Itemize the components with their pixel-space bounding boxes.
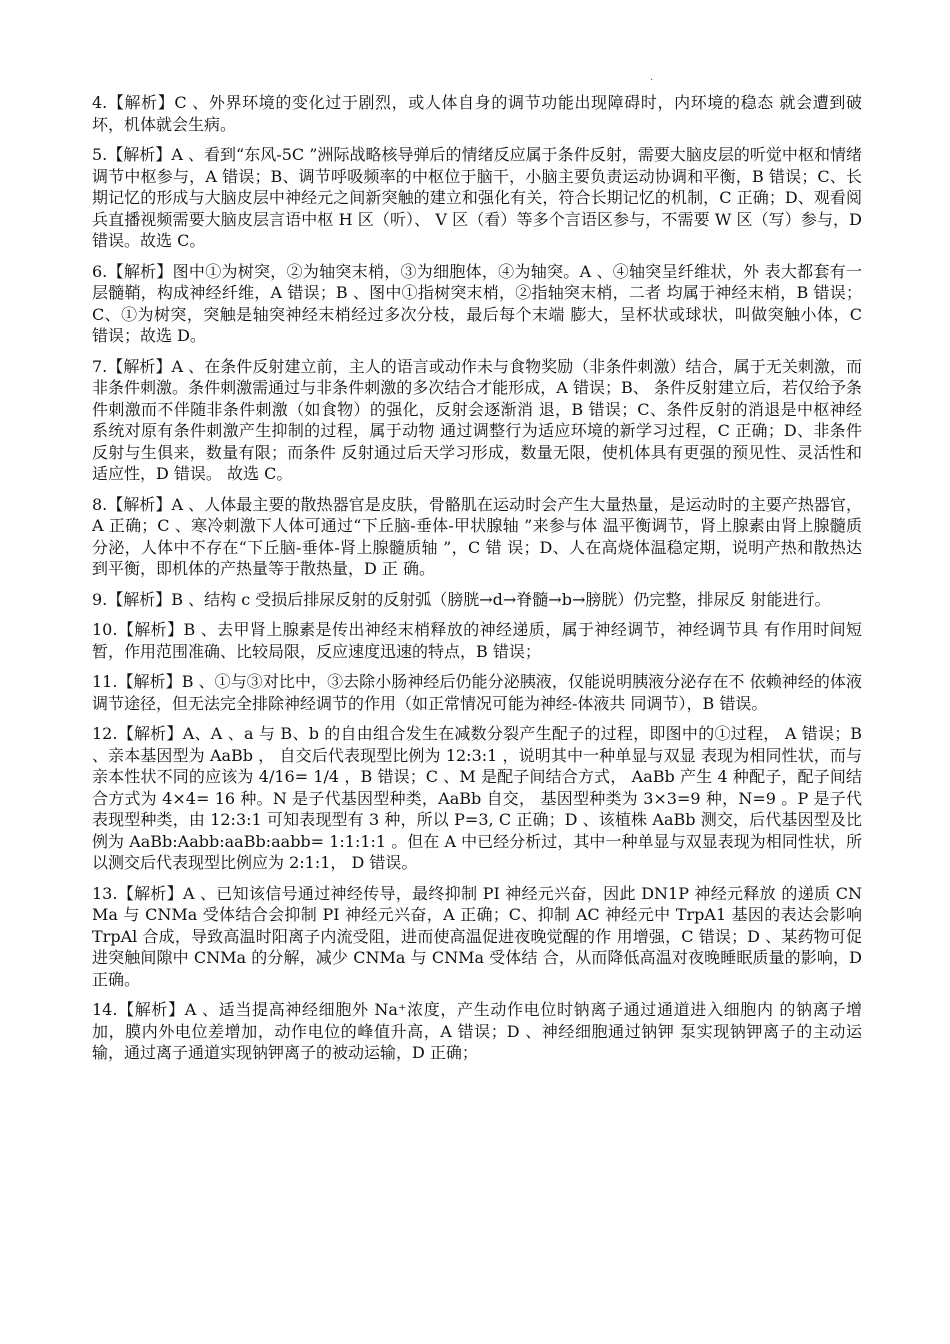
answer-sheet xyxy=(92,92,862,1073)
answer-5: 5.【解析】A 、看到“东风-5C ”洲际战略核导弹后的情绪反应属于条件反射，需要大脑皮层的听觉中枢和情绪调节中枢参与，A 错误；B、调节呼吸频率的中枢位于脑干，小脑主要负责运动协调和平衡，B 错误；C、长期记忆的形成与大脑皮层中神经元之间新突触的建立和强化有关，符合长期记忆的机制，C 正确；D、观看阅兵直播视频需要大脑皮层言语中枢 H 区（听）、 V 区（看）等多个言语区参与，不需要 W 区（写）参与，D 错误。故选 C。 xyxy=(92,145,862,250)
answer-13: 13.【解析】A 、已知该信号通过神经传导，最终抑制 PI 神经元兴奋，因此 DN1P 神经元释放 的递质 CNMa 与 CNMa 受体结合会抑制 PI 神经元兴奋，A 正确；C、抑制 AC 神经元中 TrpA1 基因的表达会影响 TrpAl 合成，导致高温时阳离子内流受阻，进而使高温促进夜晚觉醒的作 用增强，C 错误；D 、某药物可促进突触间隙中 CNMa 的分解，减少 CNMa 与 CNMa 受体结 合，从而降低高温对夜晚睡眠质量的影响，D 正确。 xyxy=(92,883,862,989)
page-mark: . xyxy=(650,72,654,83)
answer-14: 14.【解析】A 、适当提高神经细胞外 Na⁺浓度，产生动作电位时钠离子通过通道进入细胞内 的钠离子增加，膜内外电位差增加，动作电位的峰值升高，A 错误；D 、神经细胞通过钠钾 泵实现钠钾离子的主动运输，通过离子通道实现钠钾离子的被动运输，D 正确； xyxy=(92,1000,862,1062)
answer-4: 4.【解析】C 、外界环境的变化过于剧烈，或人体自身的调节功能出现障碍时，内环境的稳态 就会遭到破坏，机体就会生病。 xyxy=(92,93,862,134)
answer-10: 10.【解析】B 、去甲肾上腺素是传出神经末梢释放的神经递质，属于神经调节，神经调节具 有作用时间短暂，作用范围准确、比较局限，反应速度迅速的特点，B 错误； xyxy=(92,620,862,661)
answer-9: 9.【解析】B 、结构 c 受损后排尿反射的反射弧（膀胱→d→脊髓→b→膀胱）仍完整，排尿反 射能进行。 xyxy=(92,589,831,609)
answer-11: 11.【解析】B 、①与③对比中，③去除小肠神经后仍能分泌胰液，仅能说明胰液分泌存在不 依赖神经的体液调节途径，但无法完全排除神经调节的作用（如正常情况可能为神经-体液共 同调节），B 错误。 xyxy=(92,672,862,713)
answer-7: 7.【解析】A 、在条件反射建立前，主人的语言或动作未与食物奖励（非条件刺激）结合，属于无关刺激，而非条件刺激。条件刺激需通过与非条件刺激的多次结合才能形成，A 错误；B、 条件反射建立后，若仅给予条件刺激而不伴随非条件刺激（如食物）的强化，反射会逐渐消 退，B 错误；C、条件反射的消退是中枢神经系统对原有条件刺激产生抑制的过程，属于动物 通过调整行为适应环境的新学习过程，C 正确；D、非条件反射与生俱来，数量有限；而条件 反射通过后天学习形成，数量无限，使机体具有更强的预见性、灵活性和适应性，D 错误。 故选 C。 xyxy=(92,356,862,483)
answer-8: 8.【解析】A 、人体最主要的散热器官是皮肤，骨骼肌在运动时会产生大量热量，是运动时的主要产热器官，A 正确；C 、寒冷刺激下人体可通过“下丘脑-垂体-甲状腺轴 ”来参与体 温平衡调节，肾上腺素由肾上腺髓质分泌，人体中不存在“下丘脑-垂体-肾上腺髓质轴 ”，C 错 误；D、人在高烧体温稳定期，说明产热和散热达到平衡，即机体的产热量等于散热量，D 正 确。 xyxy=(92,494,862,578)
answer-12: 12.【解析】A、A 、a 与 B、b 的自由组合发生在减数分裂产生配子的过程，即图中的①过程， A 错误；B 、亲本基因型为 AaBb ， 自交后代表现型比例为 12:3:1 ，说明其中一种单显与双显 表现为相同性状，而与亲本性状不同的应该为 4/16= 1/4 ，B 错误；C 、M 是配子间结合方式， AaBb 产生 4 种配子，配子间结合方式为 4×4= 16 种。N 是子代基因型种类，AaBb 自交， 基因型种类为 3×3=9 种，N=9 。P 是子代表现型种类，由 12:3:1 可知表现型有 3 种，所以 P=3, C 正确；D 、该植株 AaBb 测交，后代基因型及比例为 AaBb:Aabb:aaBb:aabb= 1:1:1:1 。但在 A 中已经分析过，其中一种单显与双显表现为相同性状，所以测交后代表现型比例应为 2:1:1， D 错误。 xyxy=(92,724,862,872)
answer-6: 6.【解析】图中①为树突，②为轴突末梢，③为细胞体，④为轴突。A 、④轴突呈纤维状，外 表大都套有一层髓鞘，构成神经纤维，A 错误；B 、图中①指树突末梢，②指轴突末梢，二者 均属于神经末梢，B 错误；C、①为树突，突触是轴突神经末梢经过多次分枝，最后每个末端 膨大，呈杯状或球状，叫做突触小体，C 错误；故选 D。 xyxy=(92,261,862,345)
